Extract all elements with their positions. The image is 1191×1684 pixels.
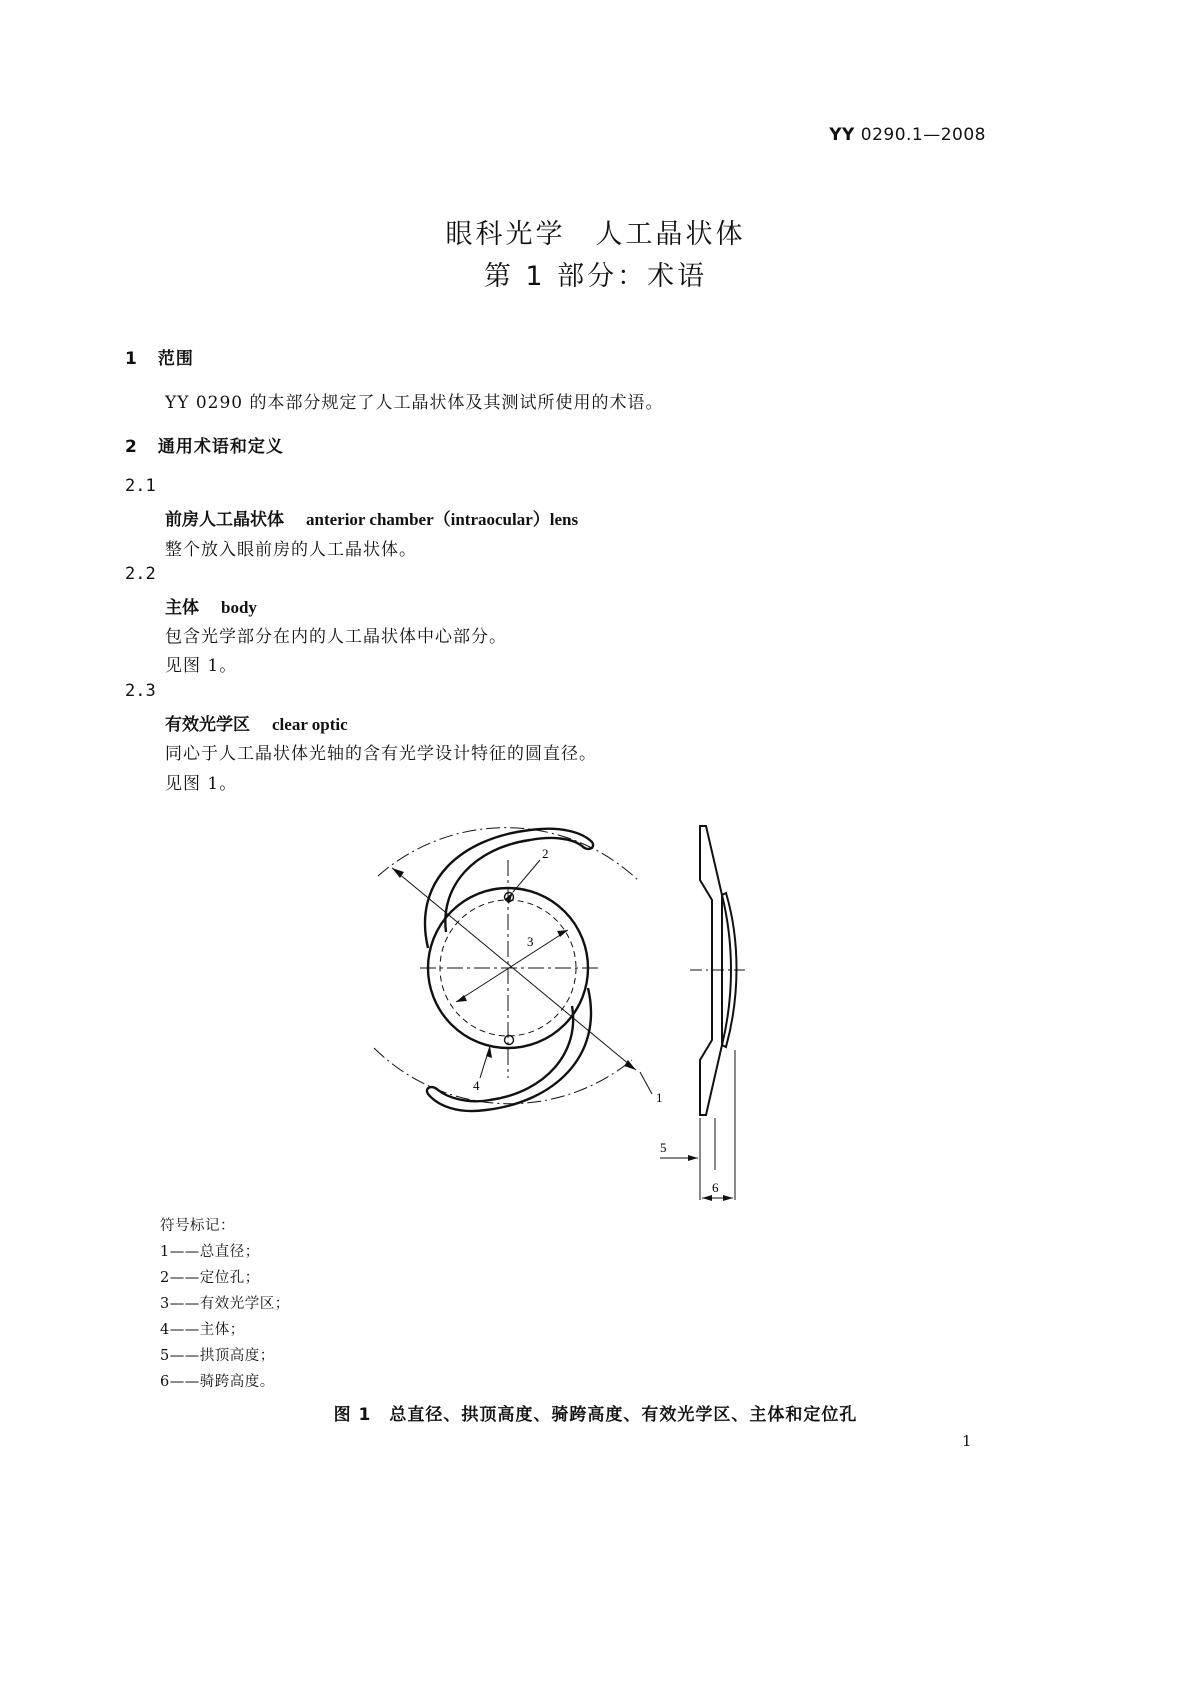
standard-number: YY 0290.1—2008	[829, 125, 986, 145]
callout-4: 4	[473, 1078, 480, 1093]
iol-figure-drawing	[360, 815, 780, 1210]
section-1-text: YY 0290 的本部分规定了人工晶状体及其测试所使用的术语。	[165, 393, 664, 413]
legend-title: 符号标记：	[160, 1218, 235, 1234]
section-1-heading: 1 范围	[125, 349, 194, 369]
legend-item: 3——有效光学区；	[160, 1296, 290, 1312]
callout-2: 2	[542, 846, 549, 861]
legend-item: 4——主体；	[160, 1322, 245, 1338]
callout-3: 3	[527, 934, 534, 949]
callout-6: 6	[712, 1180, 719, 1195]
term-definition: 同心于人工晶状体光轴的含有光学设计特征的圆直径。	[165, 744, 597, 764]
figure-caption: 图 1 总直径、拱顶高度、骑跨高度、有效光学区、主体和定位孔	[333, 1405, 858, 1425]
term-figure-reference: 见图 1。	[165, 656, 238, 676]
callout-1: 1	[656, 1090, 663, 1105]
term-heading: 前房人工晶状体 anterior chamber（intraocular）lens	[165, 510, 579, 530]
legend-item: 1——总直径；	[160, 1244, 260, 1260]
term-definition: 整个放入眼前房的人工晶状体。	[165, 540, 417, 560]
term-number: 2.1	[125, 476, 156, 496]
section-2-heading: 2 通用术语和定义	[125, 437, 284, 457]
document-title: 眼科光学 人工晶状体	[445, 219, 746, 250]
document-subtitle: 第 1 部分：术语	[483, 261, 708, 292]
legend-item: 5——拱顶高度；	[160, 1348, 275, 1364]
callout-5: 5	[660, 1140, 667, 1155]
clear-optic-diameter-line	[456, 930, 568, 1002]
overall-diameter-arc	[374, 1048, 632, 1104]
legend-item: 6——骑跨高度。	[160, 1374, 275, 1390]
term-number: 2.3	[125, 681, 156, 701]
term-heading: 有效光学区 clear optic	[165, 715, 348, 735]
page-number: 1	[962, 1432, 972, 1450]
legend-item: 2——定位孔；	[160, 1270, 260, 1286]
term-definition: 包含光学部分在内的人工晶状体中心部分。	[165, 627, 507, 647]
term-heading: 主体 body	[165, 598, 257, 618]
term-figure-reference: 见图 1。	[165, 774, 238, 794]
overall-diameter-arc	[378, 828, 640, 882]
term-number: 2.2	[125, 564, 156, 584]
positioning-hole	[505, 1036, 514, 1045]
